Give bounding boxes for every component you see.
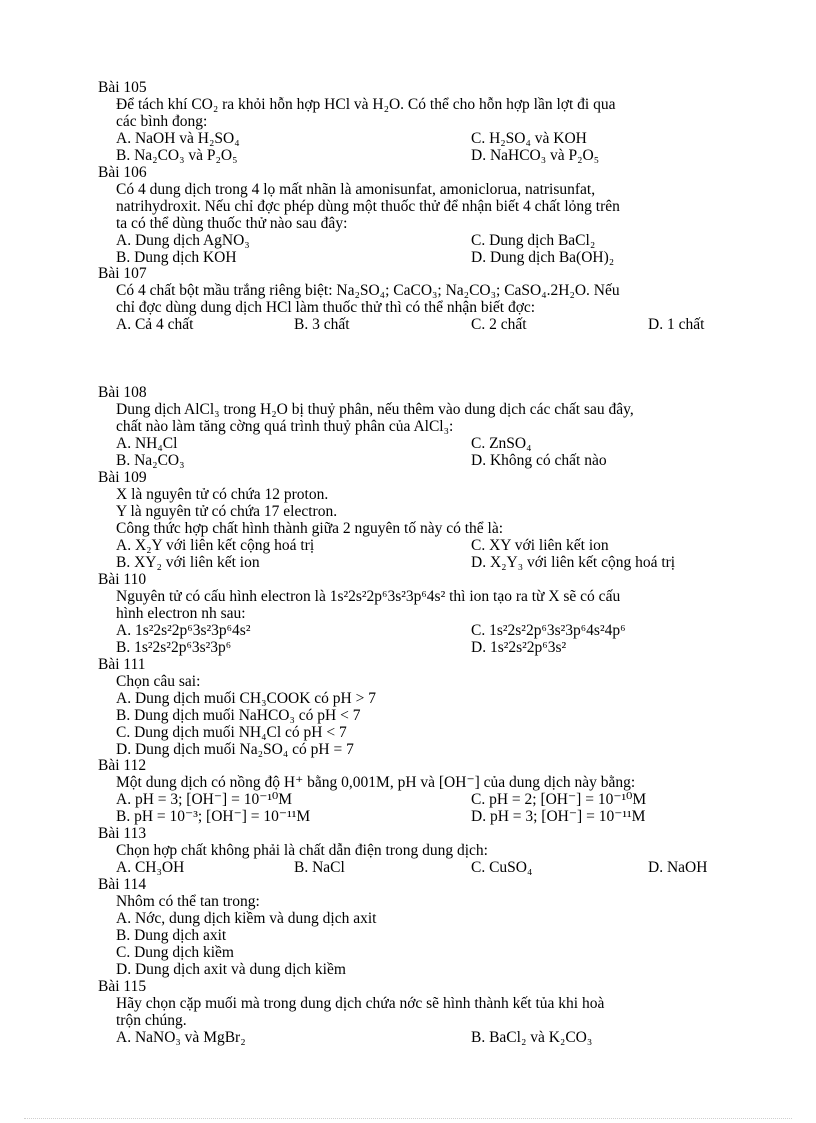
problem-109-option-c: C. XY với liên kết ion [471, 537, 609, 554]
problem-115-title: Bài 115 [98, 978, 147, 995]
problem-114-option-a: A. Nớc, dung dịch kiềm và dung dịch axit [116, 910, 377, 927]
problem-110-option-a: A. 1s²2s²2p⁶3s²3p⁶4s² [116, 622, 251, 639]
problem-106-option-a: A. Dung dịch AgNO₃ [116, 232, 250, 249]
problem-111-option-d: D. Dung dịch muối Na₂SO₄ có pH = 7 [116, 741, 354, 758]
problem-108-option-b: B. Na₂CO₃ [116, 452, 185, 469]
problem-109-option-b: B. XY₂ với liên kết ion [116, 554, 260, 571]
problem-110-question-cont: hình electron nh sau: [116, 605, 246, 622]
problem-110-question: Nguyên tử có cấu hình electron là 1s²2s²2p⁶3s²3p⁶4s² thì ion tạo ra từ X sẽ có cấu [116, 588, 621, 605]
problem-111-title: Bài 111 [98, 656, 146, 673]
problem-106-question-cont2: ta có thể dùng thuốc thử nào sau đây: [116, 215, 348, 232]
problem-110-option-d: D. 1s²2s²2p⁶3s² [471, 639, 567, 656]
problem-111-question: Chọn câu sai: [116, 673, 201, 690]
problem-113-title: Bài 113 [98, 825, 147, 842]
problem-112-option-a: A. pH = 3; [OH⁻] = 10⁻¹⁰M [116, 791, 293, 808]
problem-114-option-b: B. Dung dịch axit [116, 927, 227, 944]
problem-107-option-a: A. Cả 4 chất [116, 316, 194, 333]
problem-108-option-c: C. ZnSO₄ [471, 435, 532, 452]
problem-112-option-d: D. pH = 3; [OH⁻] = 10⁻¹¹M [471, 808, 646, 825]
problem-110-title: Bài 110 [98, 571, 147, 588]
problem-111-option-b: B. Dung dịch muối NaHCO₃ có pH < 7 [116, 707, 361, 724]
problem-114-option-c: C. Dung dịch kiềm [116, 944, 234, 961]
problem-108-question: Dung dịch AlCl₃ trong H₂O bị thuỷ phân, nếu thêm vào dung dịch các chất sau đây, [116, 401, 634, 418]
problem-106-title: Bài 106 [98, 164, 147, 181]
problem-106-question: Có 4 dung dịch trong 4 lọ mất nhãn là amonisunfat, amoniclorua, natrisunfat, [116, 181, 596, 198]
problem-114-question: Nhôm có thể tan trong: [116, 893, 260, 910]
problem-105-option-b: B. Na₂CO₃ và P₂O₅ [116, 147, 238, 164]
problem-114-title: Bài 114 [98, 876, 147, 893]
problem-108-question-cont: chất nào làm tăng cờng quá trình thuỷ phân của AlCl₃: [116, 418, 454, 435]
problem-112-title: Bài 112 [98, 757, 147, 774]
problem-109-title: Bài 109 [98, 469, 147, 486]
problem-112-option-c: C. pH = 2; [OH⁻] = 10⁻¹⁰M [471, 791, 647, 808]
problem-105-option-d: D. NaHCO₃ và P₂O₅ [471, 147, 600, 164]
problem-108-option-d: D. Không có chất nào [471, 452, 607, 469]
problem-115-question: Hãy chọn cặp muối mà trong dung dịch chứa nớc sẽ hình thành kết tủa khi hoà [116, 995, 605, 1012]
problem-110-option-c: C. 1s²2s²2p⁶3s²3p⁶4s²4p⁶ [471, 622, 626, 639]
problem-112-question: Một dung dịch có nồng độ H⁺ bằng 0,001M, pH và [OH⁻] của dung dịch này bằng: [116, 774, 636, 791]
problem-111-option-a: A. Dung dịch muối CH₃COOK có pH > 7 [116, 690, 376, 707]
problem-108-option-a: A. NH₄Cl [116, 435, 178, 452]
problem-112-option-b: B. pH = 10⁻³; [OH⁻] = 10⁻¹¹M [116, 808, 311, 825]
problem-107-option-b: B. 3 chất [294, 316, 350, 333]
problem-113-option-c: C. CuSO₄ [471, 859, 533, 876]
problem-115-option-a: A. NaNO₃ và MgBr₂ [116, 1029, 246, 1046]
page-bottom-divider [24, 1118, 792, 1119]
problem-105-option-a: A. NaOH và H₂SO₄ [116, 130, 240, 147]
problem-108-title: Bài 108 [98, 384, 147, 401]
problem-109-option-d: D. X₂Y₃ với liên kết cộng hoá trị [471, 554, 676, 571]
problem-106-option-d: D. Dung dịch Ba(OH)₂ [471, 249, 615, 266]
problem-105-option-c: C. H₂SO₄ và KOH [471, 130, 587, 147]
problem-106-option-b: B. Dung dịch KOH [116, 249, 237, 266]
problem-107-title: Bài 107 [98, 265, 147, 282]
problem-113-option-b: B. NaCl [294, 859, 345, 876]
problem-113-question: Chọn hợp chất không phải là chất dẫn điện trong dung dịch: [116, 842, 488, 859]
problem-115-option-b: B. BaCl₂ và K₂CO₃ [471, 1029, 593, 1046]
problem-107-option-c: C. 2 chất [471, 316, 527, 333]
problem-109-line-2: Y là nguyên tử có chứa 17 electron. [116, 503, 338, 520]
problem-115-question-cont: trộn chúng. [116, 1012, 187, 1029]
problem-107-question: Có 4 chất bột mầu trắng riêng biệt: Na₂SO₄; CaCO₃; Na₂CO₃; CaSO₄.2H₂O. Nếu [116, 282, 620, 299]
problem-114-option-d: D. Dung dịch axit và dung dịch kiềm [116, 961, 346, 978]
problem-109-question: Công thức hợp chất hình thành giữa 2 nguyên tố này có thể là: [116, 520, 504, 537]
problem-107-question-cont: chỉ đợc dùng dung dịch HCl làm thuốc thử thì có thể nhận biết đợc: [116, 299, 536, 316]
problem-111-option-c: C. Dung dịch muối NH₄Cl có pH < 7 [116, 724, 347, 741]
problem-110-option-b: B. 1s²2s²2p⁶3s²3p⁶ [116, 639, 232, 656]
problem-106-option-c: C. Dung dịch BaCl₂ [471, 232, 596, 249]
problem-113-option-d: D. NaOH [648, 859, 708, 876]
problem-113-option-a: A. CH₃OH [116, 859, 185, 876]
problem-105-question: Để tách khí CO₂ ra khỏi hỗn hợp HCl và H₂O. Có thể cho hỗn hợp lần lợt đi qua [116, 96, 616, 113]
problem-105-question-cont: các bình đong: [116, 113, 208, 130]
problem-109-option-a: A. X₂Y với liên kết cộng hoá trị [116, 537, 315, 554]
problem-106-question-cont: natrihydroxit. Nếu chỉ đợc phép dùng một thuốc thử để nhận biết 4 chất lỏng trên [116, 198, 620, 215]
problem-107-option-d: D. 1 chất [648, 316, 705, 333]
problem-109-line-1: X là nguyên tử có chứa 12 proton. [116, 486, 329, 503]
problem-105-title: Bài 105 [98, 79, 147, 96]
